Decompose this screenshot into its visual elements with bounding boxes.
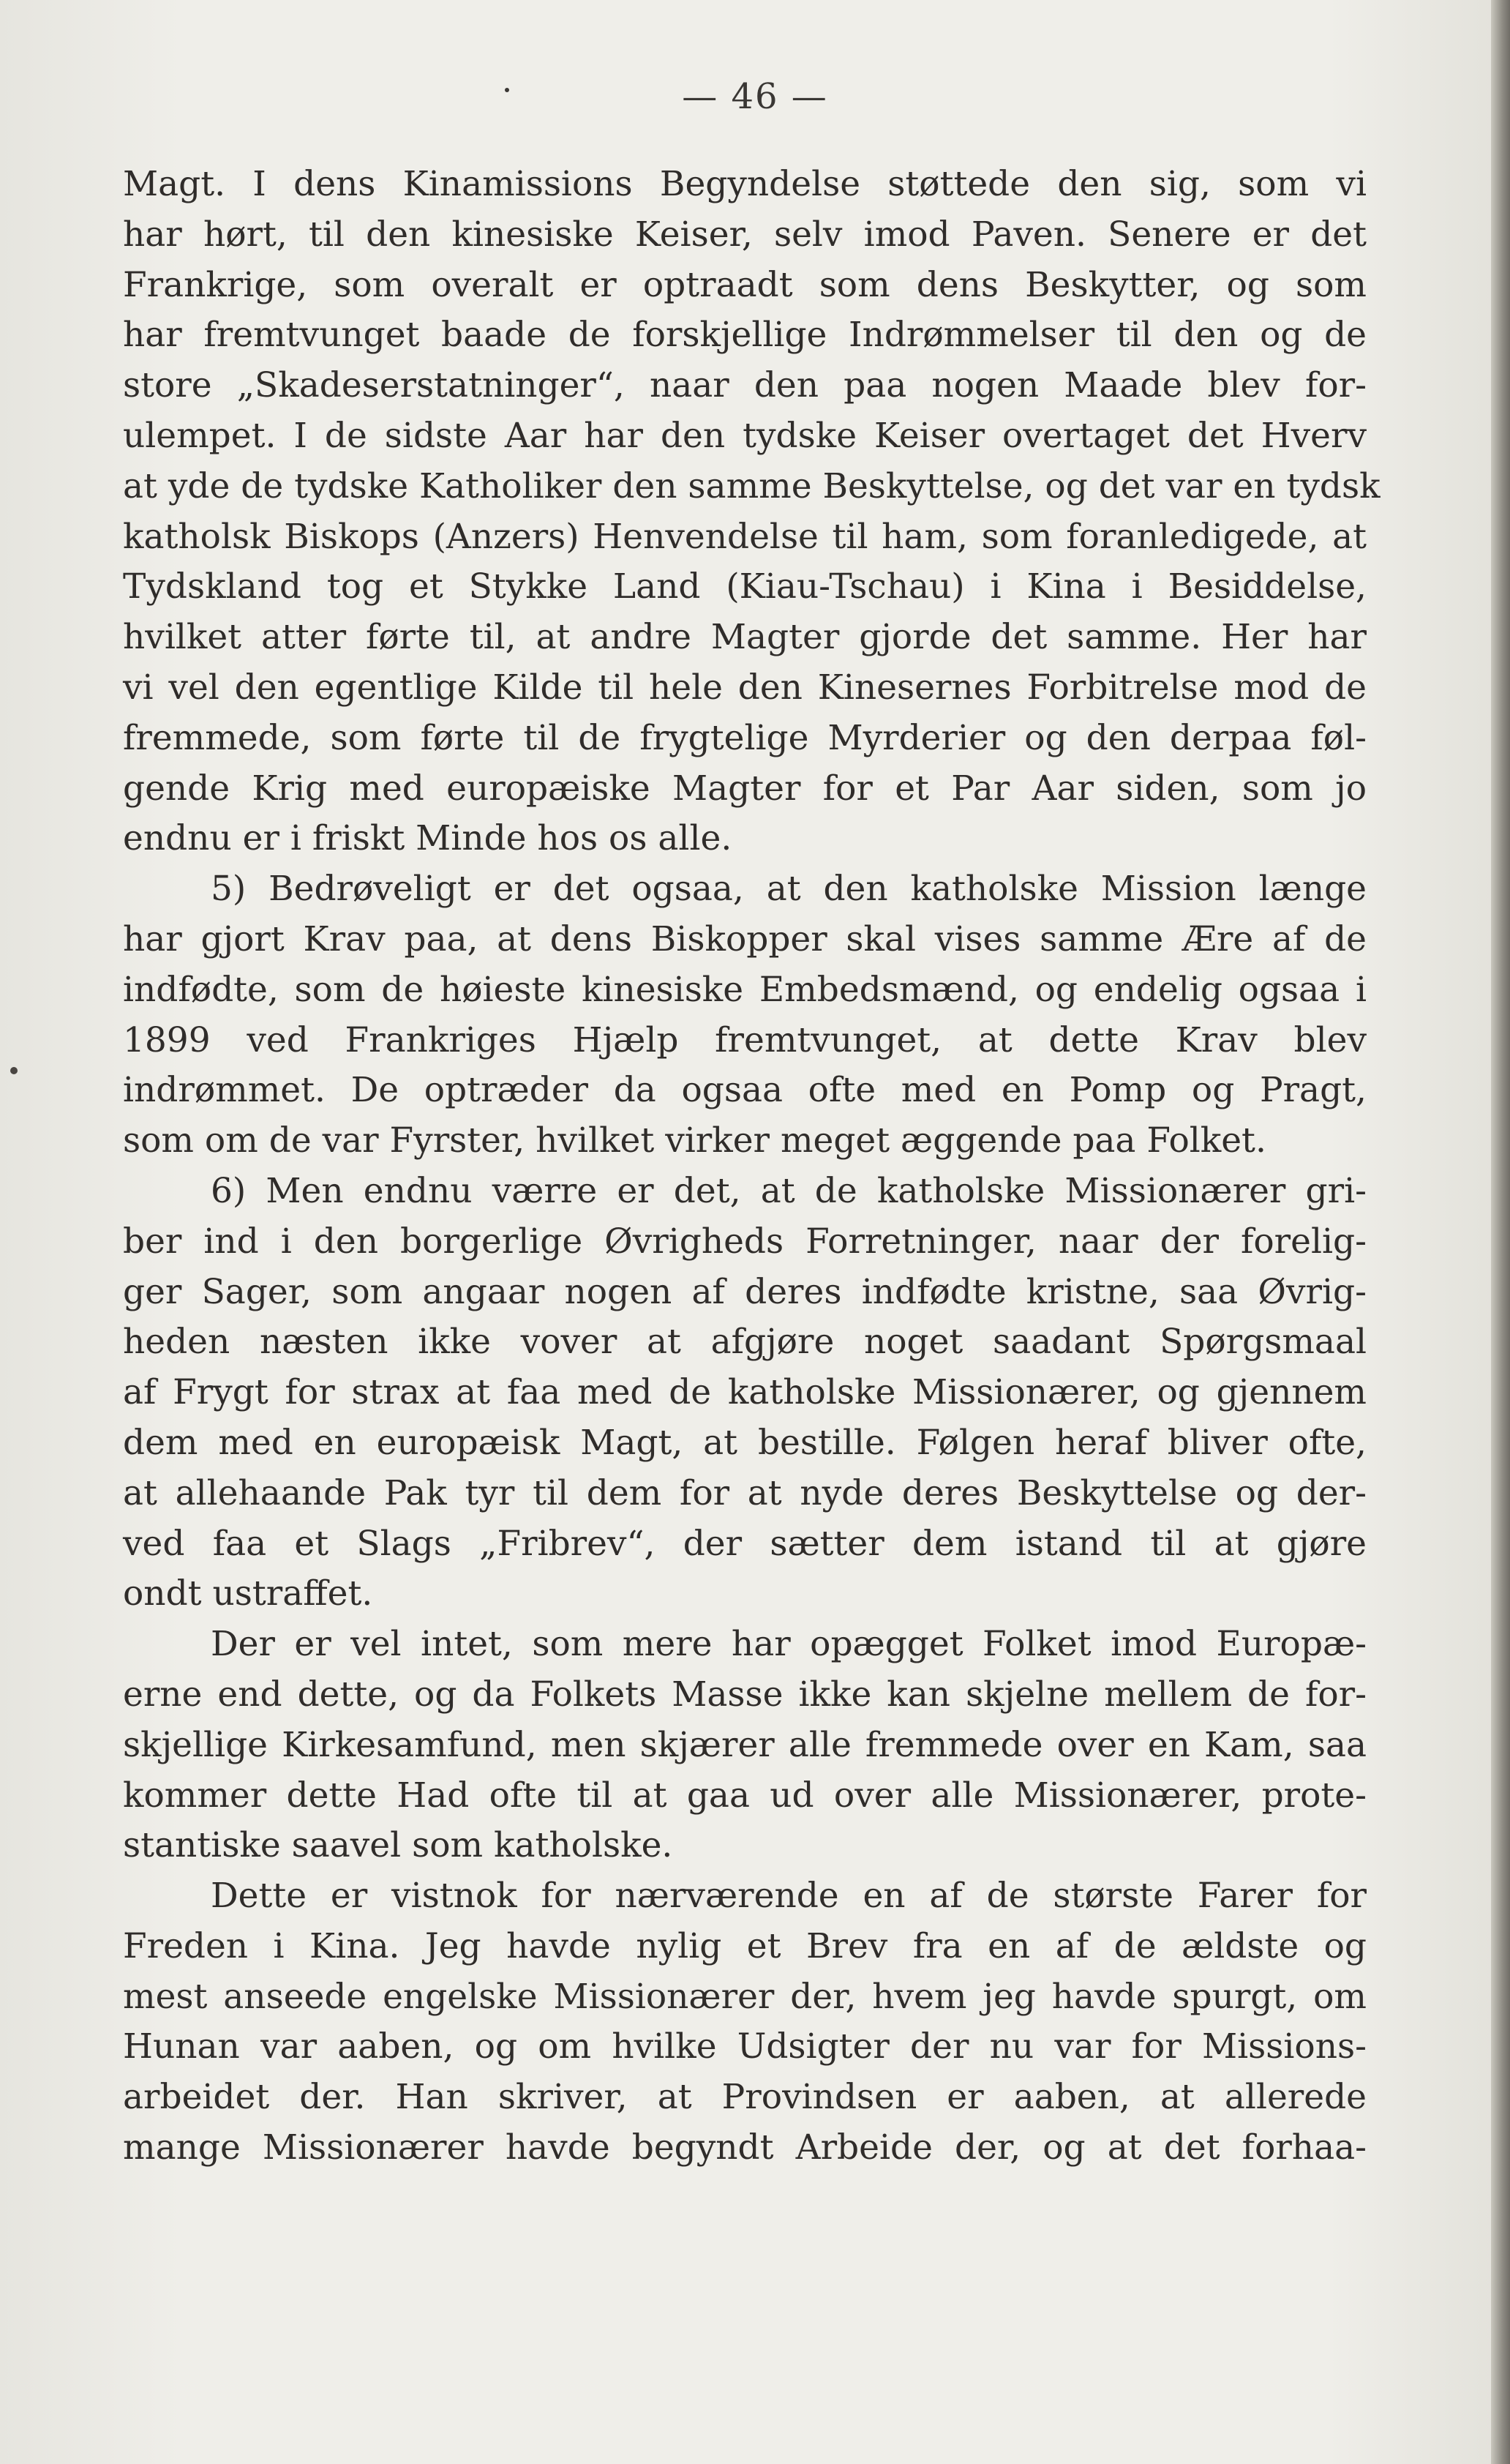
text-line: ondt ustraffet. xyxy=(123,1573,373,1614)
text-line: Magt. I dens Kinamissions Begyndelse støttede den sig, som vi xyxy=(123,164,1367,204)
text-line: store „Skadeserstatninger“, naar den paa nogen Maade blev for- xyxy=(123,365,1367,406)
text-line: af Frygt for strax at faa med de katholske Missionærer, og gjennem xyxy=(123,1372,1367,1413)
text-line: indfødte, som de høieste kinesiske Embedsmænd, og endelig ogsaa i xyxy=(123,969,1367,1010)
margin-speck xyxy=(10,1067,18,1074)
text-line: Freden i Kina. Jeg havde nylig et Brev fra en af de ældste og xyxy=(123,1925,1367,1966)
text-line: ber ind i den borgerlige Øvrigheds Forretninger, naar der forelig- xyxy=(123,1221,1367,1262)
text-line: som om de var Fyrster, hvilket virker meget æggende paa Folket. xyxy=(123,1120,1266,1161)
text-line: stantiske saavel som katholske. xyxy=(123,1825,673,1866)
body-text xyxy=(123,160,1381,2173)
text-line: arbeidet der. Han skriver, at Provindsen er aaben, at allerede xyxy=(123,2077,1367,2118)
text-line: at yde de tydske Katholiker den samme Beskyttelse, og det var en tydsk xyxy=(123,465,1381,506)
text-line: mange Missionærer havde begyndt Arbeide der, og at det forhaa- xyxy=(123,2127,1367,2168)
text-line: gende Krig med europæiske Magter for et Par Aar siden, som jo xyxy=(123,768,1367,809)
text-line: Tydskland tog et Stykke Land (Kiau-Tschau) i Kina i Besiddelse, xyxy=(123,566,1367,607)
text-line: mest anseede engelske Missionærer der, hvem jeg havde spurgt, om xyxy=(123,1976,1367,2017)
page-number: — 46 — xyxy=(682,76,828,117)
text-line: Der er vel intet, som mere har opægget Folket imod Europæ- xyxy=(211,1624,1367,1665)
text-line: endnu er i friskt Minde hos os alle. xyxy=(123,818,732,859)
text-line: vi vel den egentlige Kilde til hele den Kinesernes Forbitrelse mod de xyxy=(123,667,1367,708)
text-line: Frankrige, som overalt er optraadt som dens Beskytter, og som xyxy=(123,264,1367,305)
text-line: at allehaande Pak tyr til dem for at nyde deres Beskyttelse og der- xyxy=(123,1472,1367,1513)
text-line: Hunan var aaben, og om hvilke Udsigter der nu var for Missions- xyxy=(123,2026,1367,2067)
text-line: 1899 ved Frankriges Hjælp fremtvunget, at dette Krav blev xyxy=(123,1019,1367,1060)
text-line: 5) Bedrøveligt er det ogsaa, at den katholske Mission længe xyxy=(211,869,1367,910)
text-line: hvilket atter førte til, at andre Magter gjorde det samme. Her har xyxy=(123,617,1367,658)
text-line: kommer dette Had ofte til at gaa ud over alle Missionærer, prote- xyxy=(123,1775,1367,1816)
text-line: heden næsten ikke vover at afgjøre noget saadant Spørgsmaal xyxy=(123,1322,1367,1363)
text-line: ulempet. I de sidste Aar har den tydske Keiser overtaget det Hverv xyxy=(123,415,1367,456)
text-line: indrømmet. De optræder da ogsaa ofte med en Pomp og Pragt, xyxy=(123,1070,1367,1111)
text-line: har fremtvunget baade de forskjellige Indrømmelser til den og de xyxy=(123,315,1367,356)
text-line: ved faa et Slags „Fribrev“, der sætter dem istand til at gjøre xyxy=(123,1523,1367,1564)
text-line: dem med en europæisk Magt, at bestille. Følgen heraf bliver ofte, xyxy=(123,1422,1367,1463)
text-line: har hørt, til den kinesiske Keiser, selv imod Paven. Senere er det xyxy=(123,214,1367,255)
text-line: har gjort Krav paa, at dens Biskopper skal vises samme Ære af de xyxy=(123,918,1367,959)
text-line: ger Sager, som angaar nogen af deres indfødte kristne, saa Øvrig- xyxy=(123,1271,1367,1312)
text-line: skjellige Kirkesamfund, men skjærer alle fremmede over en Kam, saa xyxy=(123,1724,1367,1765)
page-edge-shadow xyxy=(1491,0,1510,2464)
text-line: erne end dette, og da Folkets Masse ikke kan skjelne mellem de for- xyxy=(123,1674,1367,1715)
text-line: 6) Men endnu værre er det, at de katholske Missionærer gri- xyxy=(211,1170,1367,1211)
text-line: fremmede, som førte til de frygtelige Myrderier og den derpaa føl- xyxy=(123,717,1367,758)
text-line: katholsk Biskops (Anzers) Henvendelse til ham, som foranledigede, at xyxy=(123,516,1367,557)
text-line: Dette er vistnok for nærværende en af de største Farer for xyxy=(211,1876,1367,1917)
